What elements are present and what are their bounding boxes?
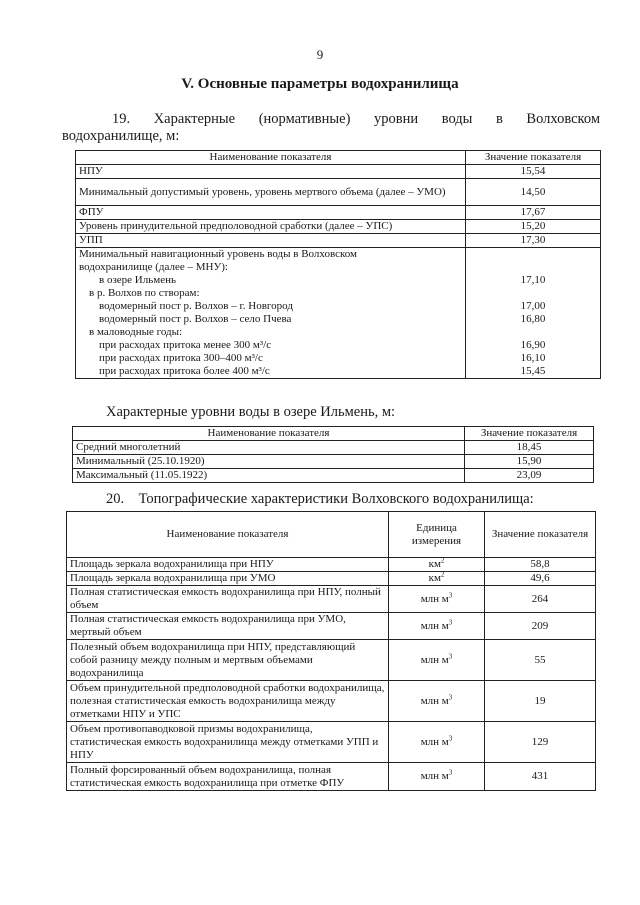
- ilmen-levels-table: [72, 426, 594, 483]
- column-header: Значение показателя: [465, 427, 594, 441]
- table-row: [76, 234, 601, 248]
- indicator-name: Минимальный (25.10.1920): [73, 455, 465, 469]
- indicator-value: 49,6: [485, 572, 596, 586]
- section-title: V. Основные параметры водохранилища: [181, 76, 459, 92]
- paragraph-20: [62, 491, 640, 508]
- column-header: Единица измерения: [389, 512, 485, 558]
- paragraph-19-word: (нормативные): [258, 111, 351, 127]
- unit: [389, 558, 485, 572]
- reservoir-levels-table: [75, 150, 601, 379]
- unit-exponent: 3: [448, 590, 453, 599]
- mnu-value: 16,10: [520, 352, 546, 364]
- indicator-name: Площадь зеркала водохранилища при УМО: [67, 572, 389, 586]
- indicator-value: 18,45: [465, 441, 594, 455]
- table-row: [76, 179, 601, 206]
- indicator-name: Объем противопаводковой призмы водохранилища, статистическая емкость водохранилища между отметками УПП и НПУ: [67, 722, 389, 763]
- table-row: [67, 722, 596, 763]
- mnu-names: [76, 248, 466, 379]
- column-header: Значение показателя: [466, 151, 601, 165]
- paragraph-19-line1: [62, 111, 600, 128]
- mnu-value: 16,80: [520, 313, 546, 325]
- mnu-value: 15,45: [520, 365, 546, 377]
- unit-exponent: 2: [440, 570, 445, 579]
- indicator-value: 17,67: [466, 206, 601, 220]
- unit-text: млн м: [420, 619, 449, 632]
- column-header: Наименование показателя: [73, 427, 465, 441]
- table-header-row: [76, 151, 601, 165]
- mnu-line: при расходах притока 300–400 м³/с: [99, 352, 263, 364]
- mnu-value: [469, 326, 597, 339]
- indicator-name: УПП: [76, 234, 466, 248]
- unit: [389, 613, 485, 640]
- mnu-value: 17,00: [520, 300, 546, 312]
- column-header: Наименование показателя: [67, 512, 389, 558]
- paragraph-19-word: Характерные: [153, 111, 236, 127]
- page-number: 9: [316, 47, 324, 62]
- unit-exponent: 2: [440, 556, 445, 565]
- table-header-row: [73, 427, 594, 441]
- unit-exponent: 3: [448, 651, 453, 660]
- unit-text: км: [428, 558, 441, 570]
- mnu-value: [469, 287, 597, 300]
- indicator-value: 15,20: [466, 220, 601, 234]
- indicator-value: 431: [485, 763, 596, 791]
- column-header: Наименование показателя: [76, 151, 466, 165]
- table-row: [67, 640, 596, 681]
- indicator-value: 264: [485, 586, 596, 613]
- indicator-name: Полный форсированный объем водохранилища, полная статистическая емкость водохранилища при отметке ФПУ: [67, 763, 389, 791]
- mnu-line: в маловодные годы:: [89, 326, 183, 338]
- unit-text: км: [428, 572, 441, 584]
- table-row: [73, 469, 594, 483]
- indicator-value: 23,09: [465, 469, 594, 483]
- table-row: [67, 558, 596, 572]
- indicator-value: 17,30: [466, 234, 601, 248]
- unit-exponent: 3: [448, 768, 453, 777]
- topographic-table: [66, 511, 596, 791]
- unit: [389, 640, 485, 681]
- column-header: Значение показателя: [485, 512, 596, 558]
- indicator-name: Полезный объем водохранилища при НПУ, представляющий собой разницу между полным и мертвым объемами водохранилища: [67, 640, 389, 681]
- mnu-value: 16,90: [520, 339, 546, 351]
- indicator-name: ФПУ: [76, 206, 466, 220]
- paragraph-20-text: Топографические характеристики Волховского водохранилища:: [138, 491, 534, 507]
- table-row: [67, 681, 596, 722]
- mnu-line: в р. Волхов по створам:: [89, 287, 200, 299]
- unit-text: млн м: [420, 653, 449, 666]
- table-row-mnu: [76, 248, 601, 379]
- table-row: [73, 455, 594, 469]
- indicator-value: 15,90: [465, 455, 594, 469]
- indicator-value: 15,54: [466, 165, 601, 179]
- mnu-line: в озере Ильмень: [99, 274, 176, 286]
- unit: [389, 763, 485, 791]
- indicator-name: Максимальный (11.05.1922): [73, 469, 465, 483]
- unit-text: млн м: [420, 694, 449, 707]
- indicator-name: Минимальный допустимый уровень, уровень мертвого объема (далее – УМО): [76, 179, 466, 206]
- table-row: [76, 206, 601, 220]
- mnu-line: при расходах притока более 400 м³/с: [99, 365, 270, 377]
- mnu-value: [469, 261, 597, 274]
- mnu-value: 17,10: [520, 274, 546, 286]
- unit-text: млн м: [420, 735, 449, 748]
- table-row: [67, 586, 596, 613]
- paragraph-19-word: воды: [441, 111, 473, 127]
- mnu-line: водомерный пост р. Волхов – г. Новгород: [99, 300, 293, 312]
- paragraph-20-number: 20.: [106, 491, 125, 507]
- indicator-value: 58,8: [485, 558, 596, 572]
- table-row: [76, 165, 601, 179]
- mnu-line: водохранилище (далее – МНУ):: [79, 261, 228, 273]
- table-row: [67, 763, 596, 791]
- table-row: [67, 572, 596, 586]
- table-row: [76, 220, 601, 234]
- paragraph-19-word: уровни: [374, 111, 419, 127]
- indicator-name: НПУ: [76, 165, 466, 179]
- indicator-value: 129: [485, 722, 596, 763]
- indicator-name: Объем принудительной предполоводной сработки водохранилища, полезная статистическая емкость водохранилища между отметками НПУ и УПС: [67, 681, 389, 722]
- indicator-value: 19: [485, 681, 596, 722]
- paragraph-19-word: Волховском: [526, 111, 600, 127]
- indicator-name: Площадь зеркала водохранилища при НПУ: [67, 558, 389, 572]
- paragraph-19-number: 19.: [112, 111, 131, 127]
- mnu-line: при расходах притока менее 300 м³/с: [99, 339, 272, 351]
- unit: [389, 681, 485, 722]
- table-row: [73, 441, 594, 455]
- mnu-line: Минимальный навигационный уровень воды в Волховском: [79, 248, 358, 260]
- table-row: [67, 613, 596, 640]
- indicator-name: Средний многолетний: [73, 441, 465, 455]
- mnu-values: [466, 248, 601, 379]
- unit: [389, 586, 485, 613]
- paragraph-19: [62, 111, 600, 145]
- indicator-name: Полная статистическая емкость водохранилища при УМО, мертвый объем: [67, 613, 389, 640]
- indicator-value: 14,50: [466, 179, 601, 206]
- unit: [389, 572, 485, 586]
- unit: [389, 722, 485, 763]
- indicator-name: Уровень принудительной предполоводной сработки (далее – УПС): [76, 220, 466, 234]
- mnu-line: водомерный пост р. Волхов – село Пчева: [99, 313, 292, 325]
- unit-exponent: 3: [448, 617, 453, 626]
- paragraph-19-word: в: [495, 111, 503, 127]
- unit-text: млн м: [420, 770, 449, 782]
- mnu-value: [469, 248, 597, 261]
- unit-exponent: 3: [448, 733, 453, 742]
- indicator-name: Полная статистическая емкость водохранилища при НПУ, полный объем: [67, 586, 389, 613]
- table-header-row: [67, 512, 596, 558]
- paragraph-ilmen: Характерные уровни воды в озере Ильмень, м:: [106, 404, 396, 420]
- unit-text: млн м: [420, 592, 449, 605]
- unit-exponent: 3: [448, 692, 453, 701]
- indicator-value: 209: [485, 613, 596, 640]
- paragraph-19-line2: водохранилище, м:: [62, 128, 180, 144]
- indicator-value: 55: [485, 640, 596, 681]
